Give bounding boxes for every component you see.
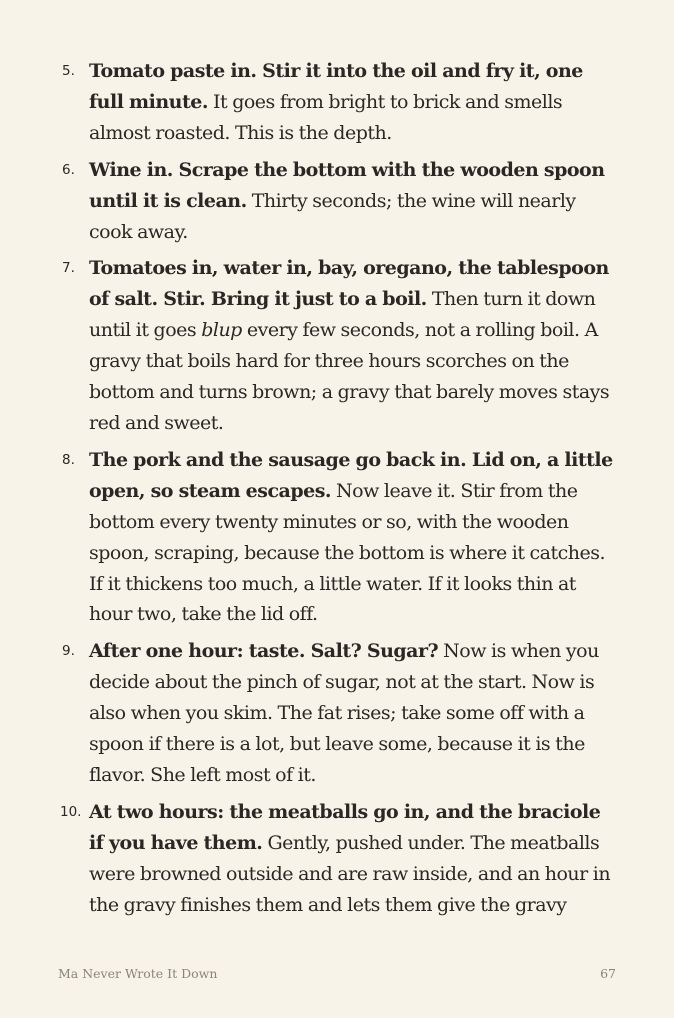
page-content xyxy=(0,56,674,926)
step-number: 7. xyxy=(62,260,75,277)
step-detail-text: Then turn it down until it goes xyxy=(89,288,596,342)
recipe-step-9 xyxy=(0,636,674,791)
step-detail-text: Gently, pushed under. The meatballs were browned outside and are raw inside, and an hour in the gravy finishes them and lets them give the gravy xyxy=(89,831,611,916)
step-detail-italic: blup xyxy=(201,319,242,342)
recipe-step-7 xyxy=(0,253,674,438)
recipe-step-6 xyxy=(0,155,674,248)
recipe-steps-list xyxy=(0,56,674,920)
page-number: 67 xyxy=(600,966,616,981)
step-detail-text: Now leave it. Stir from the bottom every twenty minutes or so, with the wooden spoon, scraping, because the bottom is where it catches. If it thickens too much, a little water. If it looks thin at hour two, take the lid off. xyxy=(89,479,606,626)
step-detail-text: Thirty seconds; the wine will nearly cook away. xyxy=(89,189,576,243)
step-detail-text-continued: every few seconds, not a rolling boil. A gravy that boils hard for three hours scorches on the bottom and turns brown; a gravy that barely moves stays red and sweet. xyxy=(89,319,610,434)
step-instruction-bold: After one hour: taste. Salt? Sugar? xyxy=(89,640,439,663)
step-instruction-bold: Wine in. Scrape the bottom with the wooden spoon until it is clean. xyxy=(89,158,605,212)
step-number: 5. xyxy=(62,63,75,79)
step-instruction-bold: The pork and the sausage go back in. Lid on, a little open, so steam escapes. xyxy=(89,448,613,502)
recipe-step-10 xyxy=(0,797,674,921)
step-number: 10. xyxy=(60,803,82,820)
step-instruction-bold: Tomato paste in. Stir it into the oil and fry it, one full minute. xyxy=(89,60,583,113)
recipe-step-5 xyxy=(0,56,674,149)
step-number: 6. xyxy=(62,161,75,178)
step-detail-text: It goes from bright to brick and smells almost roasted. This is the depth. xyxy=(89,90,563,144)
step-instruction-bold: Tomatoes in, water in, bay, oregano, the tablespoon of salt. Stir. Bring it just to a boil. xyxy=(89,257,609,311)
step-instruction-bold: At two hours: the meatballs go in, and the braciole if you have them. xyxy=(89,800,601,854)
step-number: 8. xyxy=(62,451,75,468)
running-footer-book-title: Ma Never Wrote It Down xyxy=(58,966,218,981)
step-detail-text: Now is when you decide about the pinch of sugar, not at the start. Now is also when you skim. The fat rises; take some off with a spoon if there is a lot, but leave some, because it is the flavor. She left most of it. xyxy=(89,640,599,786)
recipe-step-8 xyxy=(0,445,674,630)
step-number: 9. xyxy=(62,643,75,660)
